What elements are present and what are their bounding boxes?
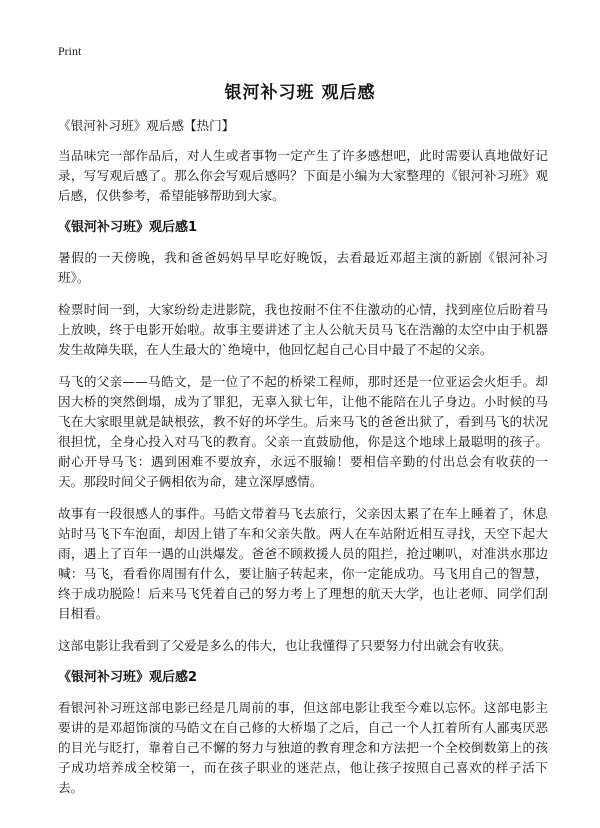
section-1-paragraph: 这部电影让我看到了父爱是多么的伟大，也让我懂得了只要努力付出就会有收获。 [58,638,512,653]
article-subtitle: 《银河补习班》观后感【热门】 [58,118,235,133]
print-link[interactable]: Print [58,44,82,58]
section-1-paragraph: 暑假的一天傍晚，我和爸爸妈妈早早吃好晚饭，去看最近邓超主演的新剧《银河补习班》。 [58,250,548,285]
section-heading-1: 《银河补习班》观后感1 [58,220,198,235]
article-body [58,116,548,810]
section-heading-2: 《银河补习班》观后感2 [58,670,198,685]
section-1-paragraph: 故事有一段很感人的事件。马皓文带着马飞去旅行，父亲因太累了在车上睡着了，休息站时马飞下车泡面，却因上错了车和父亲失散。两人在车站附近相互寻找，天空下起大雨，遇上了百年一遇的山洪爆发。爸爸不顾救援人员的阻拦，抢过喇叭，对准洪水那边喊：马飞，看看你周围有什么，要让脑子转起来，你一定能成功。马飞用自己的智慧，终于成功脱险！后来马飞凭着自己的努力考上了理想的航天大学，也让老师、同学们刮目相看。 [58,506,548,621]
section-1-paragraph: 马飞的父亲——马皓文，是一位了不起的桥梁工程师，那时还是一位亚运会火炬手。却因大桥的突然倒塌，成为了罪犯，无辜入狱七年，让他不能陪在儿子身边。小时候的马飞在大家眼里就是缺根弦，教不好的坏学生。后来马飞的爸爸出狱了，看到马飞的状况很担忧，全身心投入对马飞的教育。父亲一直鼓励他，你是这个地球上最聪明的孩子。耐心开导马飞：遇到困难不要放弃，永远不服输！要相信辛勤的付出总会有收获的一天。那段时间父子俩相依为命，建立深厚感情。 [58,374,548,489]
intro-paragraph: 当品味完一部作品后，对人生或者事物一定产生了许多感想吧，此时需要认真地做好记录，写写观后感了。那么你会写观后感吗？下面是小编为大家整理的《银河补习班》观后感，仅供参考，希望能够帮助到大家。 [58,148,548,203]
section-1-paragraph: 检票时间一到，大家纷纷走进影院，我也按耐不住不住激动的心情，找到座位后盼着马上放映，终于电影开始啦。故事主要讲述了主人公航天员马飞在浩瀚的太空中由于机器发生故障失联，在人生最大的`绝境中，他回忆起自己心目中最了不起的父亲。 [58,302,548,357]
section-2-paragraph: 看银河补习班这部电影已经是几周前的事，但这部电影让我至今难以忘怀。这部电影主要讲的是邓超饰演的马皓文在自己修的大桥塌了之后，自己一个人扛着所有人鄙夷厌恶的目光与眨打，靠着自己不懈的努力与独道的教育理念和方法把一个全校倒数第上的孩子成功培养成全校第一，而在孩子职业的迷茫点，他让孩子按照自己喜欢的样子活下去。 [58,700,548,795]
page-title: 银河补习班 观后感 [224,83,376,103]
